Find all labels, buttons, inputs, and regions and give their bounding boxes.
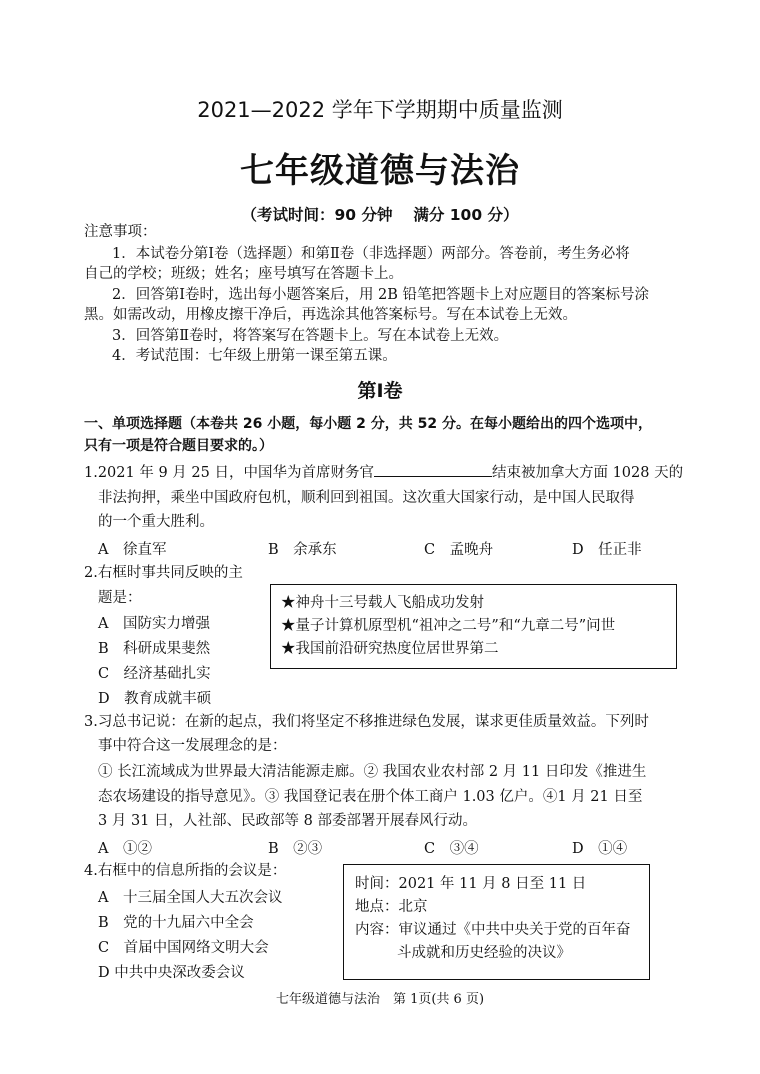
q1-option-d: D 任正非 — [572, 542, 642, 558]
q1-answer-blank — [374, 462, 492, 477]
q2-option-b: B 科研成果斐然 — [98, 641, 211, 657]
q3-line-4: 态农场建设的指导意见》。③ 我国登记表在册个体工商户 1.03 亿户。④1 月 21 日至 — [98, 789, 643, 805]
q2-line-1: 2.右框时事共同反映的主 — [84, 565, 243, 581]
subject-title: 七年级道德与法治 — [240, 151, 520, 191]
page-footer: 七年级道德与法治 第 1页(共 6 页) — [275, 992, 485, 1007]
q1-line-3: 的一个重大胜利。 — [98, 514, 214, 530]
q1-option-b: B 余承东 — [268, 542, 337, 558]
exam-title: 2021—2022 学年下学期期中质量监测 — [197, 98, 563, 122]
q4-box-time: 时间：2021 年 11 月 8 日至 11 日 — [355, 876, 587, 892]
notes-heading: 注意事项： — [84, 224, 157, 240]
q3-line-2: 事中符合这一发展理念的是： — [98, 738, 287, 754]
q4-option-a: A 十三届全国人大五次会议 — [98, 890, 283, 906]
part-instructions-line-1: 一、单项选择题（本卷共 26 小题，每小题 2 分，共 52 分。在每小题给出的四个选项中， — [84, 416, 652, 432]
q3-option-c: C ③④ — [424, 841, 479, 857]
q2-option-a: A 国防实力增强 — [98, 616, 210, 632]
note-line-2: 自己的学校；班级；姓名；座号填写在答题卡上。 — [84, 266, 403, 282]
section-title: 第Ⅰ卷 — [357, 380, 403, 402]
q2-box-line-3: ★我国前沿研究热度位居世界第二 — [281, 641, 499, 657]
q1-option-c: C 孟晚舟 — [424, 542, 494, 558]
exam-time-info: （考试时间：90 分钟 满分 100 分） — [241, 206, 519, 224]
q4-box-content-2: 斗成就和历史经验的决议》 — [397, 945, 571, 961]
q1-option-a: A 徐直军 — [98, 542, 167, 558]
q4-meeting-info-box — [343, 864, 650, 980]
q4-option-b: B 党的十九届六中全会 — [98, 915, 254, 931]
note-line-4: 黑。如需改动，用橡皮擦干净后，再选涂其他答案标号。写在本试卷上无效。 — [84, 307, 577, 323]
q4-line-1: 4.右框中的信息所指的会议是： — [84, 863, 287, 879]
q2-box-line-1: ★神舟十三号载人飞船成功发射 — [281, 595, 484, 611]
q4-box-content-1: 内容：审议通过《中共中央关于党的百年奋 — [355, 922, 631, 938]
part-instructions-line-2: 只有一项是符合题目要求的。） — [84, 438, 273, 454]
q3-line-5: 3 月 31 日，人社部、民政部等 8 部委部署开展春风行动。 — [98, 813, 477, 829]
note-line-3: 2．回答第Ⅰ卷时，选出每小题答案后，用 2B 铅笔把答题卡上对应题目的答案标号涂 — [112, 287, 650, 303]
q4-option-c: C 首届中国网络文明大会 — [98, 940, 269, 956]
q2-option-c: C 经济基础扎实 — [98, 666, 211, 682]
q3-option-a: A ①② — [98, 841, 152, 857]
q3-option-b: B ②③ — [268, 841, 323, 857]
q2-box-line-2: ★量子计算机原型机“祖冲之二号”和“九章二号”问世 — [281, 618, 616, 634]
q3-line-3: ① 长江流域成为世界最大清洁能源走廊。② 我国农业农村部 2 月 11 日印发《推进生 — [98, 764, 647, 780]
q3-line-1: 3.习总书记说：在新的起点，我们将坚定不移推进绿色发展，谋求更佳质量效益。下列时 — [84, 714, 649, 730]
q4-option-d: D 中共中央深改委会议 — [98, 965, 245, 981]
q1-stem-b: 结束被加拿大方面 1028 天的 — [491, 465, 684, 481]
q3-option-d: D ①④ — [572, 841, 628, 857]
note-line-6: 4．考试范围：七年级上册第一课至第五课。 — [112, 348, 397, 364]
note-line-5: 3．回答第Ⅱ卷时，将答案写在答题卡上。写在本试卷上无效。 — [112, 328, 509, 344]
q4-box-location: 地点：北京 — [355, 899, 428, 915]
note-line-1: 1．本试卷分第Ⅰ卷（选择题）和第Ⅱ卷（非选择题）两部分。答卷前，考生务必将 — [112, 246, 630, 262]
q1-stem-a: 1.2021 年 9 月 25 日，中国华为首席财务官 — [84, 465, 374, 481]
q2-option-d: D 教育成就丰硕 — [98, 691, 212, 707]
q2-line-2: 题是： — [98, 590, 142, 606]
q1-line-2: 非法拘押，乘坐中国政府包机，顺利回到祖国。这次重大国家行动，是中国人民取得 — [98, 490, 635, 506]
q2-news-box — [270, 584, 677, 669]
q1-line-1 — [84, 462, 683, 484]
